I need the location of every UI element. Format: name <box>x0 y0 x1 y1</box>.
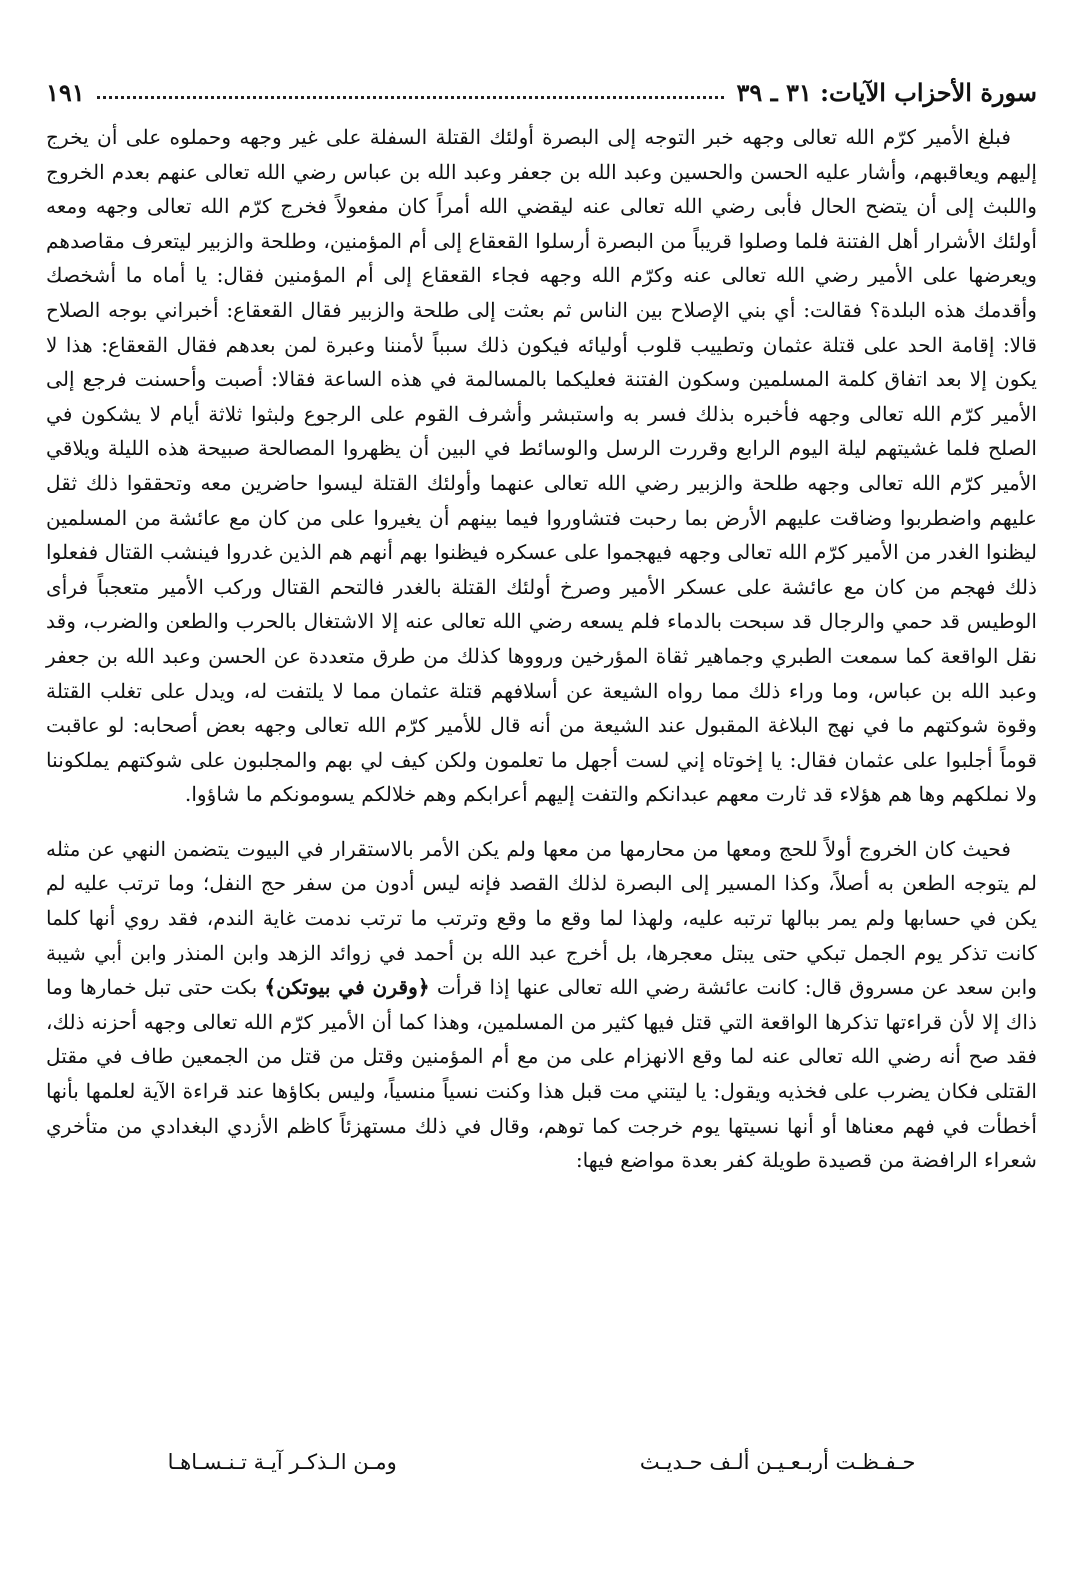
running-header <box>46 72 1037 112</box>
book-page <box>46 62 1037 1542</box>
leader-dots <box>97 96 725 99</box>
paragraph-2-continuation: بكت حتى تبل خمارها وما ذاك إلا لأن قراءتها تذكرها الواقعة التي قتل فيها كثير من المسلمين، وهذا كما أن الأمير كرّم الله تعالى وجهه أحزنه ذلك، فقد صح أنه رضي الله تعالى عنه لما وقع الانهزام على من مع أم المؤمنين وقتل من قتل من الجمعين طاف في مقتل القتلى فكان يضرب على فخذيه ويقول: يا ليتني مت قبل هذا وكنت نسياً منسياً، وليس بكاؤها عند قراءة الآية لعلمها بأنها أخطأت في فهم معناها أو أنها نسيتها يوم خرجت كما توهم، وقال في ذلك مستهزئاً كاظم الأزدي البغدادي من متأخري شعراء الرافضة من قصيدة طويلة كفر بعدة مواضع فيها: <box>46 975 1037 1173</box>
quranic-quote: ﴿وقرن في بيوتكن﴾ <box>264 975 430 1000</box>
paragraph-2 <box>46 832 1037 1178</box>
paragraph-2-opening: فحيث كان الخروج أولاً للحج ومعها من محارمها من معها ولم يكن الأمر بالاستقرار في البيوت يتضمن النهي عن مثله لم يتوجه الطعن به أصلاً، وكذا المسير إلى البصرة لذلك القصد فإنه ليس أدون من سفر حج النفل؛ وما ترتب عليه لم يكن في حسابها ولم يمر ببالها ترتبه عليه، ولهذا لما وقع ما وقع وترتب ما ترتب ندمت غاية الندم، فقد روي أنها كلما كانت تذكر يوم الجمل تبكي حتى يبتل معجرها، بل أخرج عبد الله بن أحمد في زوائد الزهد وابن المنذر وابن أبي شيبة وابن سعد عن مسروق قال: كانت عائشة رضي الله تعالى عنها إذا قرأت <box>46 836 1038 1000</box>
surah-title: سورة الأحزاب الآيات: ٣١ ـ ٣٩ <box>736 77 1037 107</box>
poem-first-hemistich: حـفـظـت أربـعـيـن ألـف حـديـث <box>639 1450 916 1474</box>
main-text <box>46 120 1037 1178</box>
page-number: ١٩١ <box>46 77 85 107</box>
poem-second-hemistich: ومـن الـذكـر آيـة تـنـسـاهـا <box>167 1450 397 1474</box>
poem-verse <box>46 1450 1037 1474</box>
paragraph-1: فبلغ الأمير كرّم الله تعالى وجهه خبر التوجه إلى البصرة أولئك القتلة السفلة على غير وجهه وحملوه على أن يخرج إليهم ويعاقبهم، وأشار عليه الحسن والحسين وعبد الله بن جعفر وعبد الله بن عباس رضي الله تعالى عنهم بعدم الخروج واللبث إلى أن يتضح الحال فأبى رضي الله تعالى عنه ليقضي الله أمراً كان مفعولاً فخرج كرّم الله تعالى وجهه ومعه أولئك الأشرار أهل الفتنة فلما وصلوا قريباً من البصرة أرسلوا القعقاع إلى أم المؤمنين، وطلحة والزبير ليتعرف مقاصدهم ويعرضها على الأمير رضي الله تعالى عنه وكرّم الله وجهه فجاء القعقاع إلى أم المؤمنين فقال: يا أماه ما أشخصك وأقدمك هذه البلدة؟ فقالت: أي بني الإصلاح بين الناس ثم بعثت إلى طلحة والزبير فقال القعقاع: أخبراني بوجه الصلاح قالا: إقامة الحد على قتلة عثمان وتطييب قلوب أوليائه فيكون ذلك سبباً لأمننا وعبرة لمن بعدهم فقال القعقاع: هذا لا يكون إلا بعد اتفاق كلمة المسلمين وسكون الفتنة فعليكما بالمسالمة في هذه الساعة فقالا: أصبت وأحسنت فرجع إلى الأمير كرّم الله تعالى وجهه فأخبره بذلك فسر به واستبشر وأشرف القوم على الرجوع ولبثوا ثلاثة أيام لا يشكون في الصلح فلما غشيتهم ليلة اليوم الرابع وقررت الرسل والوسائط في البين أن يظهروا المصالحة صبيحة هذه الليلة ويلاقي الأمير كرّم الله تعالى وجهه طلحة والزبير رضي الله تعالى عنهما وأولئك القتلة ليسوا حاضرين معه وتحققوا ذلك ثقل عليهم واضطربوا وضاقت عليهم الأرض بما رحبت فتشاوروا فيما بينهم أن يغيروا على من كان مع عائشة من المسلمين ليظنوا الغدر من الأمير كرّم الله تعالى وجهه فيهجموا على عسكره فيظنوا بهم أنهم هم الذين غدروا فينشب القتال ففعلوا ذلك فهجم من كان مع عائشة على عسكر الأمير وصرخ أولئك القتلة بالغدر فالتحم القتال وركب الأمير متعجباً فرأى الوطيس قد حمي والرجال قد سبحت بالدماء فلم يسعه رضي الله تعالى عنه إلا الاشتغال بالحرب والطعن والضرب، وقد نقل الواقعة كما سمعت الطبري وجماهير ثقاة المؤرخين ورووها كذلك من طرق متعددة عن الحسن وعبد الله بن جعفر وعبد الله بن عباس، وما وراء ذلك مما رواه الشيعة عن أسلافهم قتلة عثمان مما لا يلتفت له، ويدل على تغلب القتلة وقوة شوكتهم ما في نهج البلاغة المقبول عند الشيعة من أنه قال للأمير كرّم الله تعالى وجهه بعض أصحابه: لو عاقبت قوماً أجلبوا على عثمان فقال: يا إخوتاه إني لست أجهل ما تعلمون ولكن كيف لي بهم والمجلبون على شوكتهم يملكوننا ولا نملكهم وها هم هؤلاء قد ثارت معهم عبدانكم والتفت إليهم أعرابكم وهم خلالكم يسومونكم ما شاؤوا. <box>46 125 1037 807</box>
